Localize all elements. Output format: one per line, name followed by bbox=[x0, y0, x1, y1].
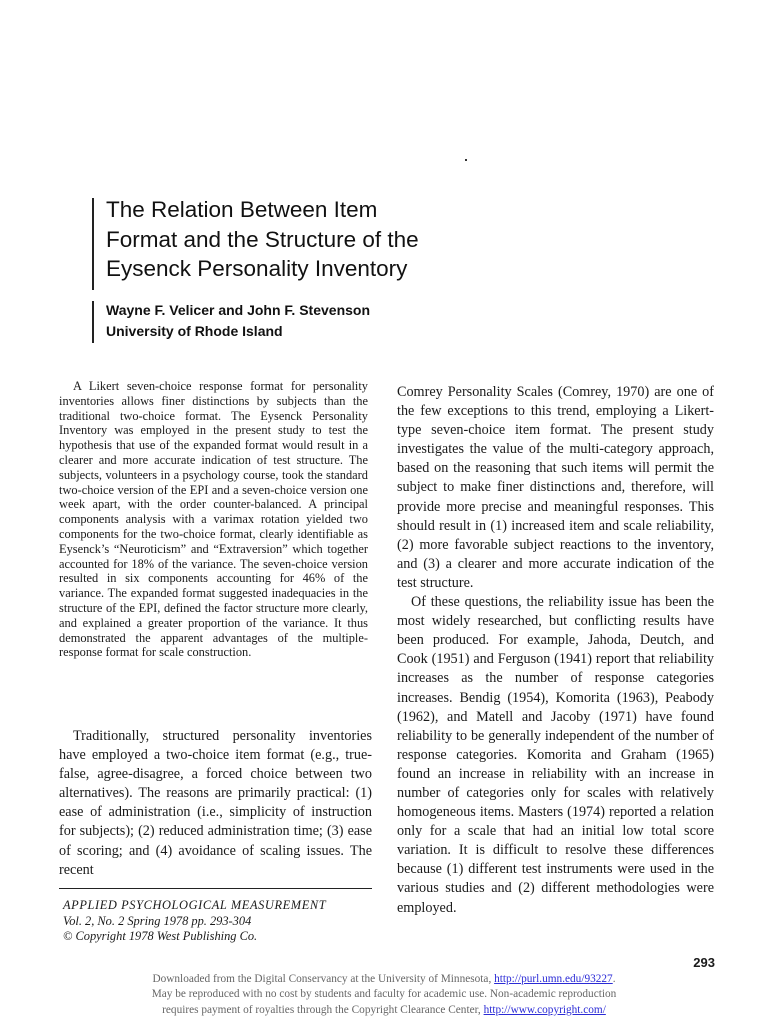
body-column-right bbox=[397, 383, 714, 918]
stray-dot bbox=[465, 159, 467, 161]
abstract-text: A Likert seven-choice response format for personality inventories allows finer distinctions by subjects than the traditional two-choice format. The Eysenck Personality Inventory was employed in the present study to test the hypothesis that use of the expanded format would result in a clearer and more accurate indication of test structure. The subjects, volunteers in a psychology course, took the standard two-choice version of the EPI and a seven-choice version one week apart, with the order counter-balanced. A principal components analysis with a varimax rotation yielded two components for the two-choice format, clearly identifiable as Eysenck’s “Neuroticism” and “Extraversion” which together accounted for 18% of the variance. The seven-choice version resulted in six components accounting for 46% of the variance. The expanded format suggested inadequacies in the structure of the EPI, defined the factor structure more clearly, and explained a greater proportion of the variance. It thus demonstrated the apparent advantages of the multiple-response format for scale construction. bbox=[59, 379, 368, 660]
body-column-left bbox=[59, 727, 372, 880]
journal-footer bbox=[63, 898, 383, 945]
download-notice bbox=[0, 972, 768, 1018]
download-line-2: May be reproduced with no cost by students and faculty for academic use. Non-academic reproduction bbox=[151, 988, 617, 1001]
paper-title bbox=[106, 195, 526, 284]
download-line-1 bbox=[0, 972, 768, 987]
title-line: The Relation Between Item bbox=[106, 197, 378, 222]
body-paragraph: Of these questions, the reliability issue has been the most widely researched, but conflicting results have been produced. For example, Jahoda, Deutch, and Cook (1951) and Ferguson (1941) report that reliability increases as the number of response categories increases. Bendig (1954), Komorita (1963), Peabody (1962), and Matell and Jacoby (1971) have found reliability to be generally independent of the number of response categories. Komorita and Graham (1965) found an increase in reliability with an increase in number of categories only for scales with relatively homogeneous items. Masters (1974) reported a relation only for a scale that had an initial low total score variation. It is difficult to resolve these differences because (1) different test instruments were used in the various studies and (2) different methodologies were employed. bbox=[397, 594, 714, 916]
title-rule bbox=[92, 198, 94, 290]
download-text: requires payment of royalties through the Copyright Clearance Center, bbox=[162, 1003, 484, 1016]
body-paragraph: Traditionally, structured personality inventories have employed a two-choice item format (e.g., true-false, agree-disagree, a forced choice between two alternatives). The reasons are primarily practical: (1) ease of administration (i.e., simplicity of instruction for subjects); (2) reduced administration time; (3) ease of scoring; and (4) avoidance of scaling issues. The recent bbox=[59, 728, 372, 878]
author-rule bbox=[92, 301, 94, 343]
author-names: Wayne F. Velicer and John F. Stevenson bbox=[106, 302, 371, 318]
purl-link[interactable]: http://purl.umn.edu/93227 bbox=[494, 973, 613, 985]
footer-rule bbox=[59, 888, 372, 889]
page-number: 293 bbox=[693, 955, 715, 970]
author-block bbox=[106, 300, 526, 342]
copyright-center-link[interactable]: http://www.copyright.com/ bbox=[483, 1003, 606, 1016]
journal-name: APPLIED PSYCHOLOGICAL MEASUREMENT bbox=[63, 898, 327, 912]
title-line: Format and the Structure of the bbox=[106, 226, 419, 252]
download-text: Downloaded from the Digital Conservancy at the University of Minnesota, bbox=[152, 973, 495, 985]
download-line-3 bbox=[0, 1003, 768, 1018]
abstract bbox=[59, 379, 368, 660]
body-paragraph: Comrey Personality Scales (Comrey, 1970) are one of the few exceptions to this trend, employing a Likert-type seven-choice item format. The present study investigates the value of the multi-category approach, based on the reasoning that such items will permit the subject to make finer distinctions and, therefore, will provide more precise and meaningful responses. This should result in (1) increased item and scale reliability, (2) more favorable subject reactions to the inventory, and (3) a clearer and more accurate indication of the test structure. bbox=[397, 384, 714, 591]
journal-volume: Vol. 2, No. 2 Spring 1978 pp. 293-304 bbox=[63, 913, 252, 928]
download-punct: . bbox=[612, 973, 616, 985]
title-line: Eysenck Personality Inventory bbox=[106, 256, 408, 281]
affiliation: University of Rhode Island bbox=[106, 323, 283, 339]
copyright-line: © Copyright 1978 West Publishing Co. bbox=[63, 929, 258, 943]
